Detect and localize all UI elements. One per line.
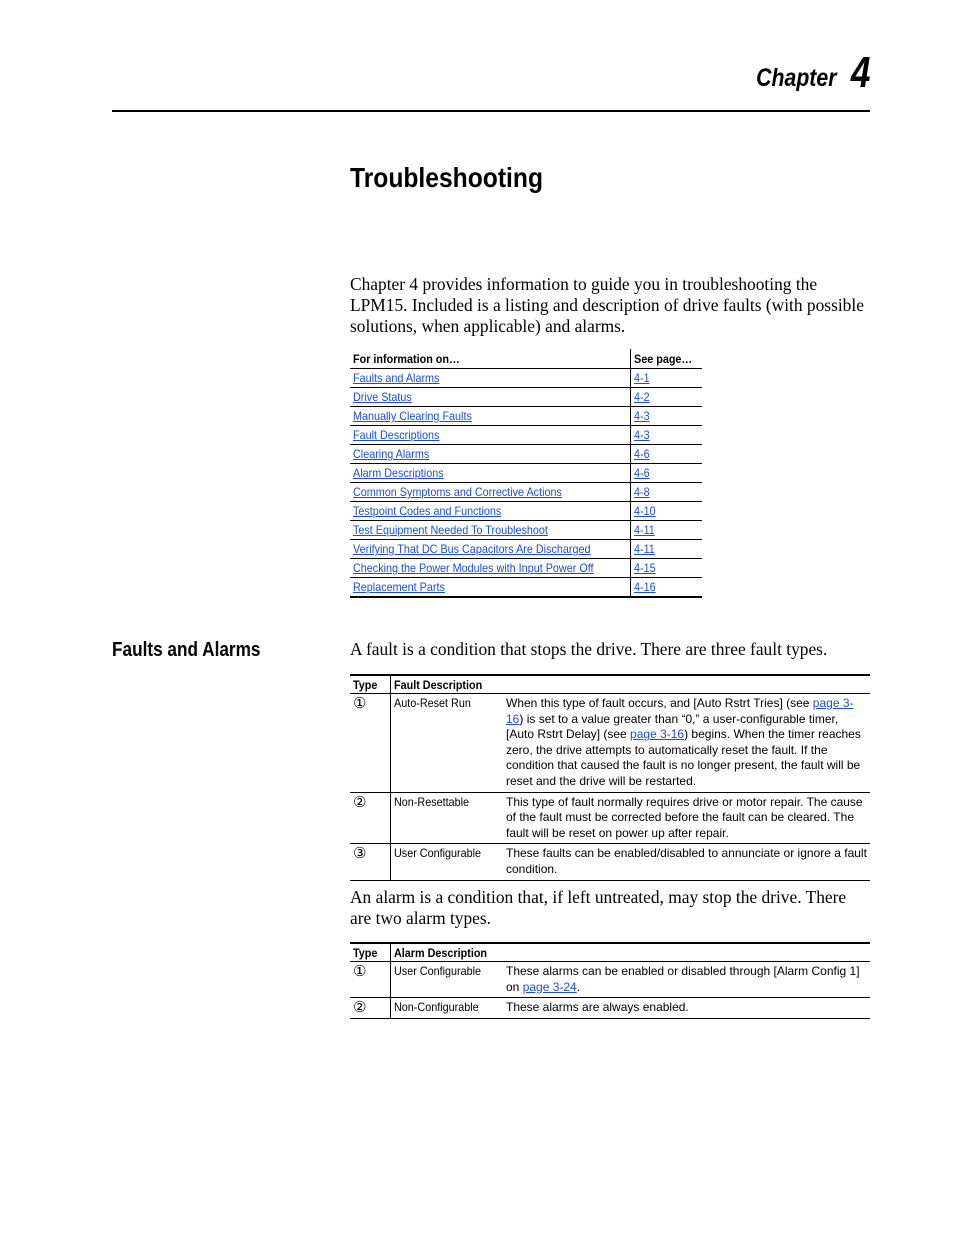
fault-type-name: Auto-Reset Run — [391, 694, 504, 793]
toc-link[interactable]: Clearing Alarms — [353, 447, 430, 461]
fault-type-symbol: ① — [350, 694, 391, 793]
alarm-types-table — [350, 942, 870, 1019]
page-link[interactable]: page 3-16 — [506, 696, 854, 726]
fault-type-name: User Configurable — [391, 844, 504, 880]
toc-header-row — [350, 349, 702, 369]
alarm-intro-paragraph: An alarm is a condition that, if left untreated, may stop the drive. There are two alarm types. — [350, 887, 847, 928]
fault-type-description: This type of fault normally requires drive or motor repair. The cause of the fault must be corrected before the fault can be cleared. The fault will be reset on power up after repair. — [503, 792, 870, 844]
toc-header-topic: For information on… — [350, 349, 631, 369]
toc-row — [350, 578, 702, 598]
toc-page-link[interactable]: 4-15 — [634, 561, 656, 575]
toc-page-link[interactable]: 4-3 — [634, 409, 650, 423]
page-link[interactable]: page 3-16 — [630, 727, 685, 742]
alarm-header-type: Type — [350, 943, 391, 962]
toc-header-page: See page… — [631, 349, 702, 369]
toc-row — [350, 445, 702, 464]
chapter-header — [112, 48, 870, 112]
fault-header-type: Type — [350, 675, 391, 694]
toc-link[interactable]: Drive Status — [353, 390, 412, 404]
fault-table-header-row — [350, 675, 870, 694]
toc-row — [350, 559, 702, 578]
toc-link[interactable]: Replacement Parts — [353, 580, 445, 594]
fault-header-description: Fault Description — [391, 675, 871, 694]
toc-link[interactable]: Alarm Descriptions — [353, 466, 444, 480]
toc-link[interactable]: Checking the Power Modules with Input Power Off — [353, 561, 594, 575]
alarm-type-name: Non-Configurable — [391, 998, 504, 1019]
fault-intro-paragraph: A fault is a condition that stops the drive. There are three fault types. — [350, 639, 828, 659]
page-link[interactable]: page 3-24 — [522, 979, 577, 994]
chapter-number: 4 — [850, 48, 870, 97]
page-title: Troubleshooting — [350, 162, 543, 193]
fault-type-description: These faults can be enabled/disabled to annunciate or ignore a fault condition. — [503, 844, 870, 880]
fault-row — [350, 792, 870, 844]
fault-type-name: Non-Resettable — [391, 792, 504, 844]
fault-row — [350, 694, 870, 793]
alarm-type-symbol: ① — [350, 962, 391, 998]
toc-link[interactable]: Fault Descriptions — [353, 428, 440, 442]
toc-page-link[interactable]: 4-11 — [634, 542, 656, 556]
toc-row — [350, 369, 702, 388]
toc-row — [350, 464, 702, 483]
toc-page-link[interactable]: 4-2 — [634, 390, 650, 404]
toc-page-link[interactable]: 4-1 — [634, 371, 650, 385]
toc-table — [350, 349, 702, 598]
toc-page-link[interactable]: 4-6 — [634, 447, 650, 461]
alarm-type-symbol: ② — [350, 998, 391, 1019]
toc-link[interactable]: Common Symptoms and Corrective Actions — [353, 485, 562, 499]
toc-link[interactable]: Test Equipment Needed To Troubleshoot — [353, 523, 548, 537]
toc-page-link[interactable]: 4-6 — [634, 466, 650, 480]
fault-type-symbol: ② — [350, 792, 391, 844]
alarm-row — [350, 962, 870, 998]
alarm-type-name: User Configurable — [391, 962, 504, 998]
toc-link[interactable]: Manually Clearing Faults — [353, 409, 472, 423]
fault-row — [350, 844, 870, 880]
intro-paragraph: Chapter 4 provides information to guide you in troubleshooting the LPM15. Included is a listing and description of drive faults (with possible solutions, when applicable) and alarms. — [350, 274, 864, 336]
section-heading: Faults and Alarms — [112, 639, 261, 661]
chapter-label: Chapter — [755, 64, 836, 92]
toc-link[interactable]: Verifying That DC Bus Capacitors Are Discharged — [353, 542, 591, 556]
toc-page-link[interactable]: 4-8 — [634, 485, 650, 499]
toc-row — [350, 540, 702, 559]
alarm-row — [350, 998, 870, 1019]
toc-row — [350, 502, 702, 521]
toc-page-link[interactable]: 4-11 — [634, 523, 656, 537]
toc-row — [350, 426, 702, 445]
fault-type-description: When this type of fault occurs, and [Auto Rstrt Tries] (see page 3-16) is set to a value greater than “0,” a user-configurable timer, [Auto Rstrt Delay] (see page 3-16) begins. When the timer reaches zero, the drive attempts to automatically reset the fault. If the condition that caused the fault is no longer present, the fault will be reset and the drive will be restarted. — [503, 694, 870, 793]
toc-page-link[interactable]: 4-10 — [634, 504, 656, 518]
toc-row — [350, 388, 702, 407]
fault-type-symbol: ③ — [350, 844, 391, 880]
toc-row — [350, 407, 702, 426]
alarm-table-header-row — [350, 943, 870, 962]
alarm-header-description: Alarm Description — [391, 943, 871, 962]
alarm-type-description: These alarms can be enabled or disabled through [Alarm Config 1] on page 3-24. — [503, 962, 870, 998]
fault-types-table — [350, 674, 870, 881]
alarm-type-description: These alarms are always enabled. — [503, 998, 870, 1019]
toc-page-link[interactable]: 4-16 — [634, 580, 656, 594]
toc-page-link[interactable]: 4-3 — [634, 428, 650, 442]
toc-row — [350, 521, 702, 540]
toc-link[interactable]: Testpoint Codes and Functions — [353, 504, 502, 518]
toc-link[interactable]: Faults and Alarms — [353, 371, 440, 385]
toc-row — [350, 483, 702, 502]
